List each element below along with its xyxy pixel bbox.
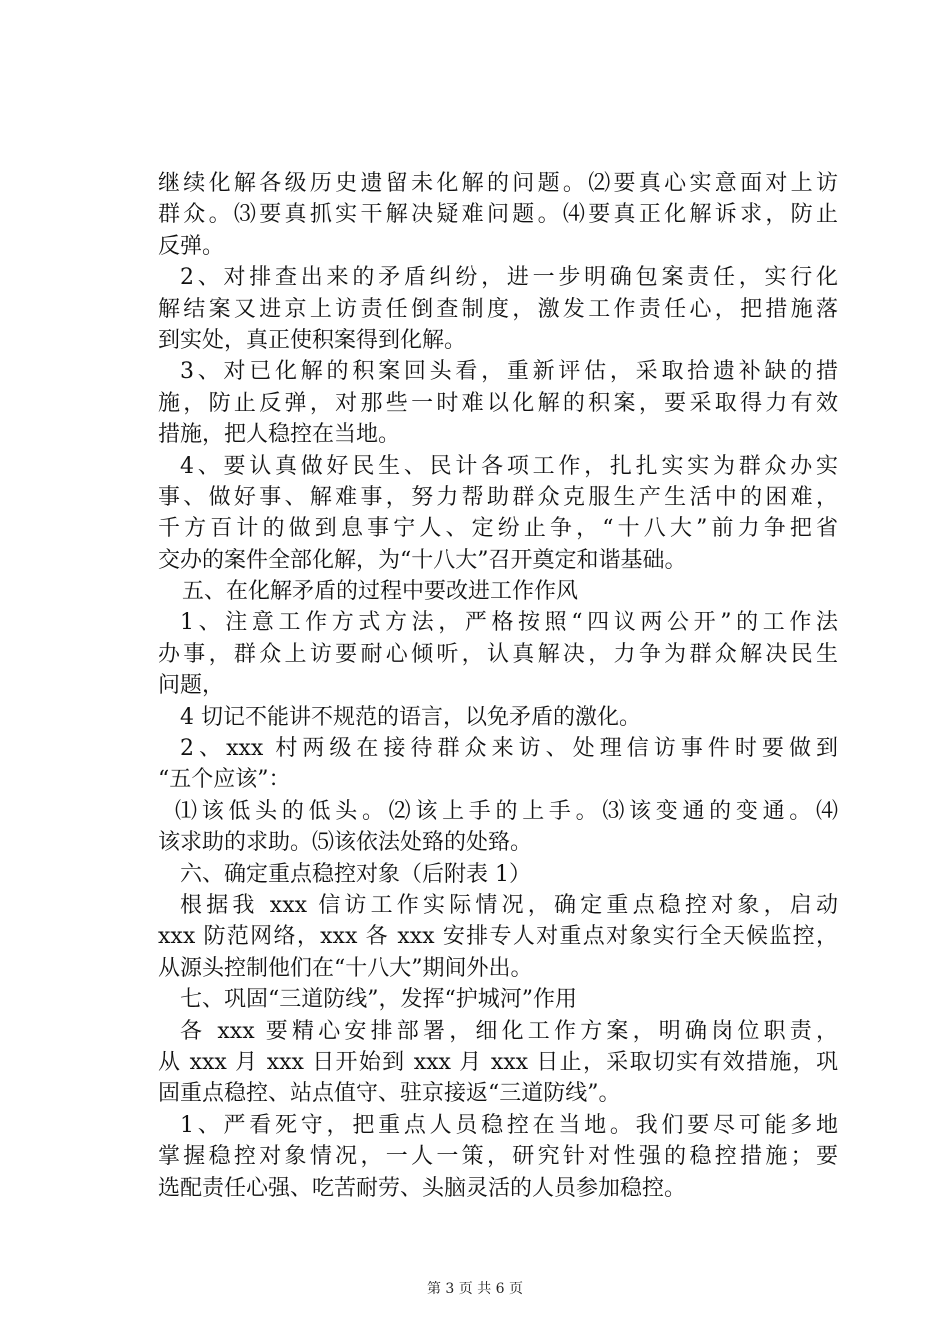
page-number-footer: 第 3 页 共 6 页 [426,1281,524,1297]
text-line: 该求助的求助。⑸该依法处臵的处臵。 [158,830,533,856]
text-line: 交办的案件全部化解，为“十八大”召开奠定和谐基础。 [158,547,687,573]
text-line: “五个应该”： [158,767,291,793]
paragraph-item-3: 3、对已化解的积案回头看，重新评估，采取拾遗补缺的措 [180,359,838,385]
section-heading-7: 七、巩固“三道防线”，发挥“护城河”作用 [180,987,577,1013]
text-line: 施，防止反弹，对那些一时难以化解的积案，要采取得力有效 [158,390,838,416]
text-line: 群众。⑶要真抓实干解决疑难问题。⑷要真正化解诉求，防止 [158,202,838,228]
text-line: xxx 防范网络，xxx 各 xxx 安排专人对重点对象实行全天候监控， [158,924,838,950]
section-heading-6: 六、确定重点稳控对象（后附表 1） [180,861,531,887]
paragraph-item-2b: 2、xxx 村两级在接待群众来访、处理信访事件时要做到 [180,736,838,762]
text-line: 事、做好事、解难事，努力帮助群众克服生产生活中的困难， [158,484,838,510]
text-line: 继续化解各级历史遗留未化解的问题。⑵要真心实意面对上访 [158,171,838,196]
text-line: 千方百计的做到息事宁人、定纷止争，“十八大”前力争把省 [158,516,838,542]
paragraph-item-1: 1、注意工作方式方法，严格按照“四议两公开”的工作法 [180,610,838,636]
text-line: 问题， [158,673,225,699]
paragraph-item-1b: 1、严看死守，把重点人员稳控在当地。我们要尽可能多地 [180,1112,838,1138]
paragraph-note: 4 切记不能讲不规范的语言，以免矛盾的激化。 [180,704,641,730]
paragraph: 根据我 xxx 信访工作实际情况，确定重点稳控对象，启动 [180,892,838,918]
text-line: 从源头控制他们在“十八大”期间外出。 [158,955,533,981]
text-line: 掌握稳控对象情况，一人一策，研究针对性强的稳控措施；要 [158,1144,838,1170]
text-line: 从 xxx 月 xxx 日开始到 xxx 月 xxx 日止，采取切实有效措施，巩 [158,1049,838,1075]
document-body [158,168,838,1204]
text-line: 办事，群众上访要耐心倾听，认真解决，力争为群众解决民生 [158,641,838,667]
enumerated-list: ⑴该低头的低头。⑵该上手的上手。⑶该变通的变通。⑷ [175,798,838,824]
text-line: 固重点稳控、站点值守、驻京接返“三道防线”。 [158,1081,621,1107]
text-line: 措施，把人稳控在当地。 [158,422,401,448]
section-heading-5: 五、在化解矛盾的过程中要改进工作作风 [182,579,579,605]
paragraph: 各 xxx 要精心安排部署，细化工作方案，明确岗位职责， [180,1018,838,1044]
text-line: 反弹。 [158,233,225,259]
text-line: 选配责任心强、吃苦耐劳、头脑灵活的人员参加稳控。 [158,1175,687,1201]
text-line: 解结案又进京上访责任倒查制度，激发工作责任心，把措施落 [158,296,838,322]
paragraph-item-4: 4、要认真做好民生、民计各项工作，扎扎实实为群众办实 [180,453,838,479]
text-line: 到实处，真正使积案得到化解。 [158,327,467,353]
paragraph-item-2: 2、对排查出来的矛盾纠纷，进一步明确包案责任，实行化 [180,265,838,291]
